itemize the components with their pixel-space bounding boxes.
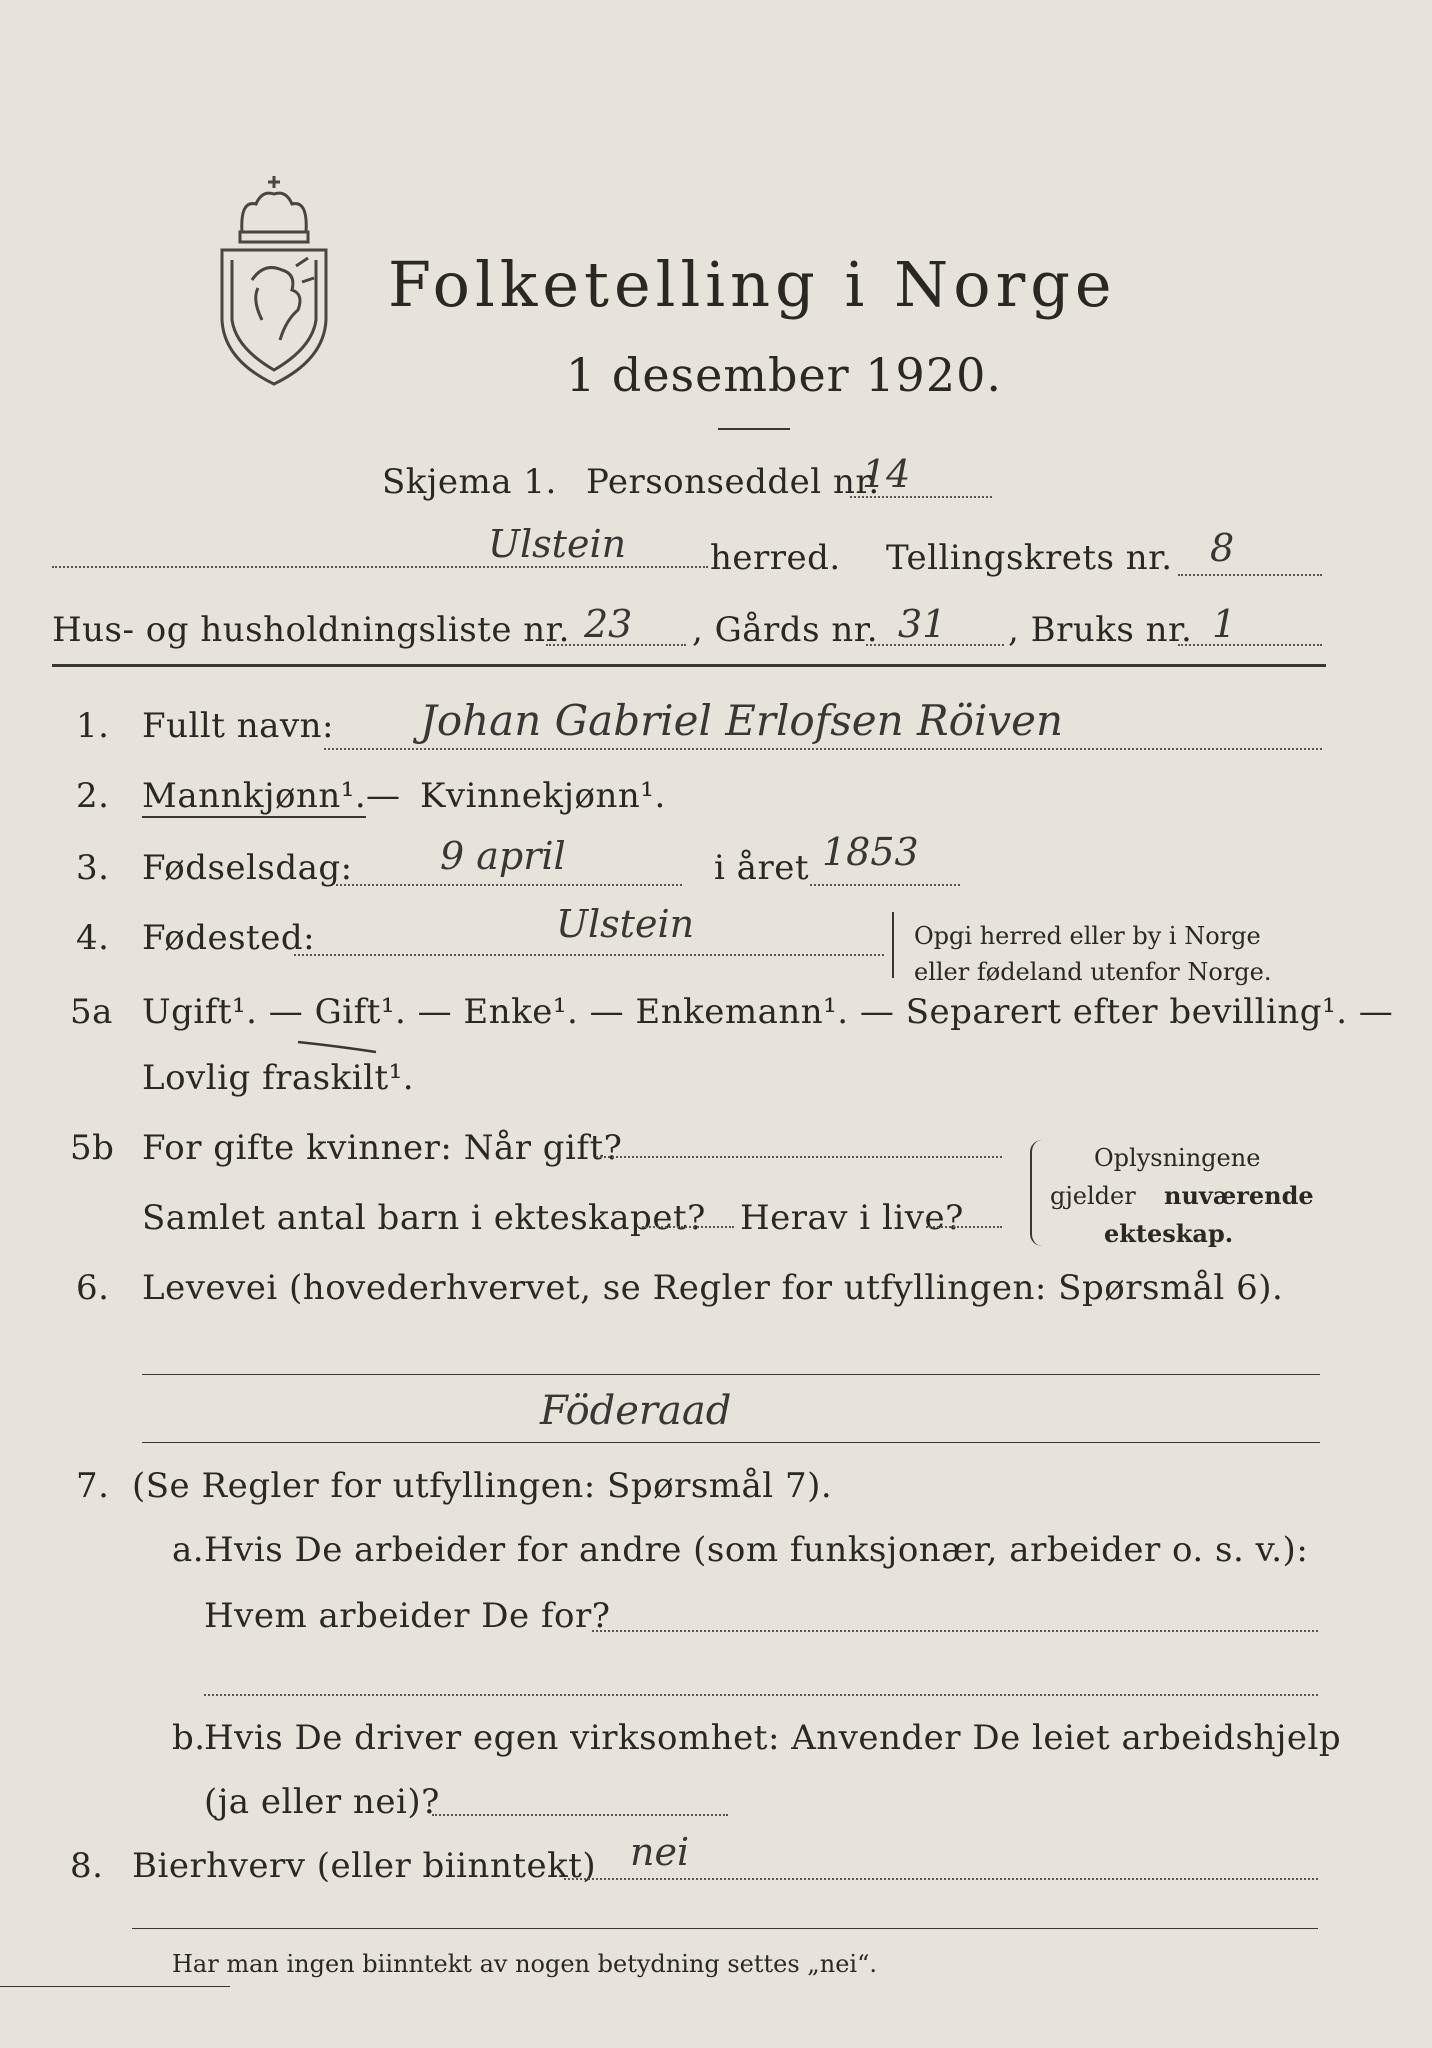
- herred-field[interactable]: [52, 566, 708, 568]
- q7b-field[interactable]: [432, 1814, 728, 1816]
- q1-label: Fullt navn:: [142, 706, 334, 746]
- q5b-herav-label: Herav i live?: [740, 1198, 964, 1238]
- bruks-field[interactable]: [1178, 644, 1322, 646]
- norwegian-coat-of-arms-icon: [212, 170, 336, 390]
- q2-separator: —: [366, 776, 401, 816]
- q7b-line1: Hvis De driver egen virksomhet: Anvender De leiet arbeidshjelp: [204, 1718, 1342, 1758]
- q5b-line2-label: Samlet antal barn i ekteskapet?: [142, 1198, 706, 1238]
- q8-label: Bierhverv (eller biinntekt): [132, 1846, 597, 1886]
- q5b-note-line2b: nuværende: [1164, 1181, 1314, 1210]
- bruks-value: 1: [1212, 602, 1237, 646]
- husholdning-label: Hus- og husholdningsliste nr.: [52, 610, 570, 650]
- q4-note-line1: Opgi herred eller by i Norge: [914, 922, 1261, 950]
- q3-year-field[interactable]: [810, 884, 960, 886]
- q8-line-2[interactable]: [132, 1928, 1318, 1929]
- q5b-note-brace: [1030, 1140, 1042, 1246]
- q1-field[interactable]: [324, 748, 1322, 750]
- q4-note-brace: [892, 912, 898, 978]
- herred-label: herred.: [710, 538, 841, 578]
- personseddel-label: Personseddel nr.: [586, 462, 880, 502]
- q4-number: 4.: [76, 918, 110, 958]
- form-title: Folketelling i Norge: [388, 248, 1117, 321]
- q3-date-value: 9 april: [440, 834, 566, 878]
- q5a-fraskilt[interactable]: Lovlig fraskilt¹.: [142, 1058, 415, 1098]
- q6-value: Föderaad: [540, 1388, 732, 1434]
- q3-label: Fødselsdag:: [142, 848, 353, 888]
- q3-date-field[interactable]: [336, 884, 682, 886]
- tellingskrets-value: 8: [1210, 526, 1235, 570]
- q8-field[interactable]: [564, 1878, 1318, 1880]
- q5b-note-line2a: gjelder: [1050, 1182, 1136, 1210]
- q4-value: Ulstein: [556, 902, 695, 946]
- q7a-line2: Hvem arbeider De for?: [204, 1596, 611, 1636]
- q7b-line2: (ja eller nei)?: [204, 1782, 440, 1822]
- q5b-number: 5b: [70, 1128, 115, 1168]
- q5b-children-field[interactable]: [642, 1226, 734, 1228]
- q5b-note-line3: ekteskap.: [1104, 1219, 1234, 1248]
- q2-option-female[interactable]: Kvinnekjønn¹.: [420, 776, 666, 816]
- bruks-label: , Bruks nr.: [1008, 610, 1193, 650]
- q7b-letter: b.: [172, 1718, 206, 1758]
- gards-label: , Gårds nr.: [692, 610, 879, 650]
- q5b-married-when-field[interactable]: [596, 1156, 1002, 1158]
- gift-mark-icon: [296, 1036, 380, 1056]
- q5b-line1-label: For gifte kvinner: Når gift?: [142, 1128, 623, 1168]
- q4-field[interactable]: [294, 954, 884, 956]
- footer-rule: [0, 1986, 230, 1987]
- q7a-field-2[interactable]: [204, 1694, 1318, 1696]
- husholdning-value: 23: [584, 602, 633, 646]
- personseddel-value: 14: [862, 452, 911, 496]
- census-date: 1 desember 1920.: [566, 348, 1002, 402]
- q8-value: nei: [630, 1830, 690, 1874]
- title-divider: [718, 428, 790, 430]
- q5b-note-line1: Oplysningene: [1094, 1144, 1261, 1172]
- q5b-living-field[interactable]: [926, 1226, 1002, 1228]
- q7-number: 7.: [76, 1466, 110, 1506]
- personseddel-field[interactable]: [850, 496, 992, 498]
- q2-option-male[interactable]: Mannkjønn¹.: [142, 776, 367, 816]
- footer-note: Har man ingen biinntekt av nogen betydning settes „nei“.: [172, 1950, 877, 1978]
- header-divider: [52, 664, 1326, 667]
- q8-number: 8.: [70, 1846, 104, 1886]
- q4-label: Fødested:: [142, 918, 316, 958]
- q3-year-label: i året: [714, 848, 809, 888]
- q6-line-1[interactable]: [142, 1374, 1320, 1375]
- gards-value: 31: [898, 602, 947, 646]
- q6-number: 6.: [76, 1268, 110, 1308]
- q7a-line1: Hvis De arbeider for andre (som funksjonær, arbeider o. s. v.):: [204, 1530, 1309, 1570]
- q6-line-2[interactable]: [142, 1442, 1320, 1443]
- q3-number: 3.: [76, 848, 110, 888]
- q7a-field[interactable]: [592, 1630, 1318, 1632]
- q5a-options[interactable]: Ugift¹. — Gift¹. — Enke¹. — Enkemann¹. — Separert efter bevilling¹. —: [142, 992, 1394, 1032]
- q5a-number: 5a: [70, 992, 113, 1032]
- q3-year-value: 1853: [822, 830, 919, 874]
- skjema-label: Skjema 1.: [382, 462, 557, 502]
- tellingskrets-label: Tellingskrets nr.: [886, 538, 1173, 578]
- q1-number: 1.: [76, 706, 110, 746]
- q7a-letter: a.: [172, 1530, 205, 1570]
- q7-label: (Se Regler for utfyllingen: Spørsmål 7).: [132, 1466, 833, 1506]
- q4-note-line2: eller fødeland utenfor Norge.: [914, 958, 1272, 986]
- q6-label: Levevei (hovederhvervet, se Regler for utfyllingen: Spørsmål 6).: [142, 1268, 1284, 1308]
- tellingskrets-field[interactable]: [1178, 574, 1322, 576]
- herred-value: Ulstein: [488, 522, 627, 566]
- q1-value: Johan Gabriel Erlofsen Röiven: [420, 696, 1064, 745]
- q2-number: 2.: [76, 776, 110, 816]
